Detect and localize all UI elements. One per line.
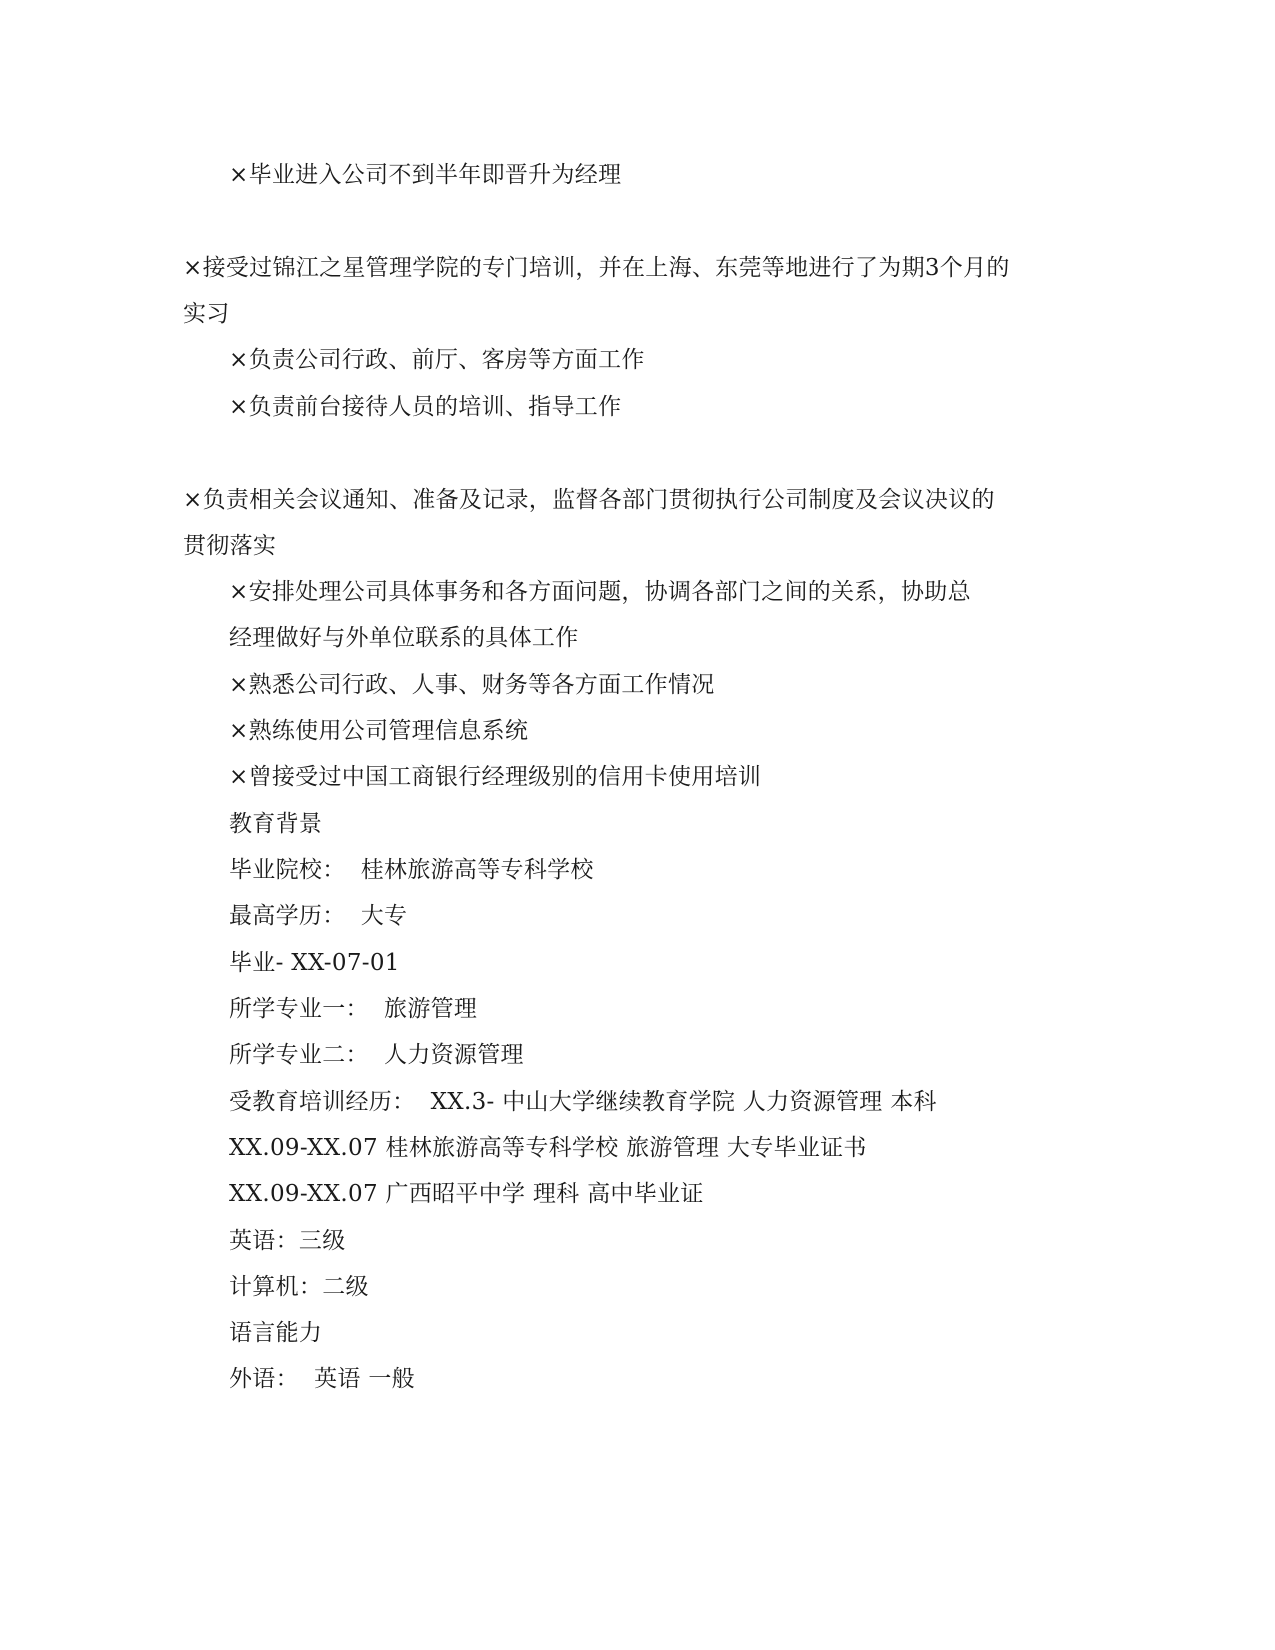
education-major-1: 所学专业一： 旅游管理 (229, 996, 478, 1022)
bullet-line-familiar: ×熟悉公司行政、人事、财务等各方面工作情况 (229, 672, 715, 698)
bullet-line-promotion: ×毕业进入公司不到半年即晋升为经理 (229, 162, 622, 188)
skill-computer: 计算机：二级 (229, 1274, 369, 1300)
bullet-line-training-cont: 实习 (183, 301, 230, 327)
education-training-1: 受教育培训经历： XX.3- 中山大学继续教育学院 人力资源管理 本科 (229, 1089, 937, 1115)
education-graduation: 毕业- XX-07-01 (229, 950, 400, 976)
bullet-line-training: ×接受过锦江之星管理学院的专门培训，并在上海、东莞等地进行了为期3个月的 (183, 255, 1010, 281)
bullet-line-meetings-cont: 贯彻落实 (183, 533, 277, 559)
education-training-3: XX.09-XX.07 广西昭平中学 理科 高中毕业证 (229, 1181, 704, 1207)
education-major-2: 所学专业二： 人力资源管理 (229, 1042, 524, 1068)
bullet-line-coordination-cont: 经理做好与外单位联系的具体工作 (229, 625, 579, 651)
bullet-line-meetings: ×负责相关会议通知、准备及记录，监督各部门贯彻执行公司制度及会议决议的 (183, 487, 995, 513)
section-heading-education: 教育背景 (229, 811, 323, 837)
section-heading-language: 语言能力 (229, 1320, 323, 1346)
education-degree: 最高学历： 大专 (229, 903, 408, 929)
bullet-line-coordination: ×安排处理公司具体事务和各方面问题，协调各部门之间的关系，协助总 (229, 579, 971, 605)
bullet-line-credit-card: ×曾接受过中国工商银行经理级别的信用卡使用培训 (229, 764, 762, 790)
bullet-line-reception: ×负责前台接待人员的培训、指导工作 (229, 394, 622, 420)
bullet-line-admin: ×负责公司行政、前厅、客房等方面工作 (229, 347, 645, 373)
education-school: 毕业院校： 桂林旅游高等专科学校 (229, 857, 594, 883)
education-training-2: XX.09-XX.07 桂林旅游高等专科学校 旅游管理 大专毕业证书 (229, 1135, 867, 1161)
language-foreign: 外语： 英语 一般 (229, 1366, 415, 1392)
skill-english: 英语：三级 (229, 1228, 346, 1254)
bullet-line-mis: ×熟练使用公司管理信息系统 (229, 718, 529, 744)
